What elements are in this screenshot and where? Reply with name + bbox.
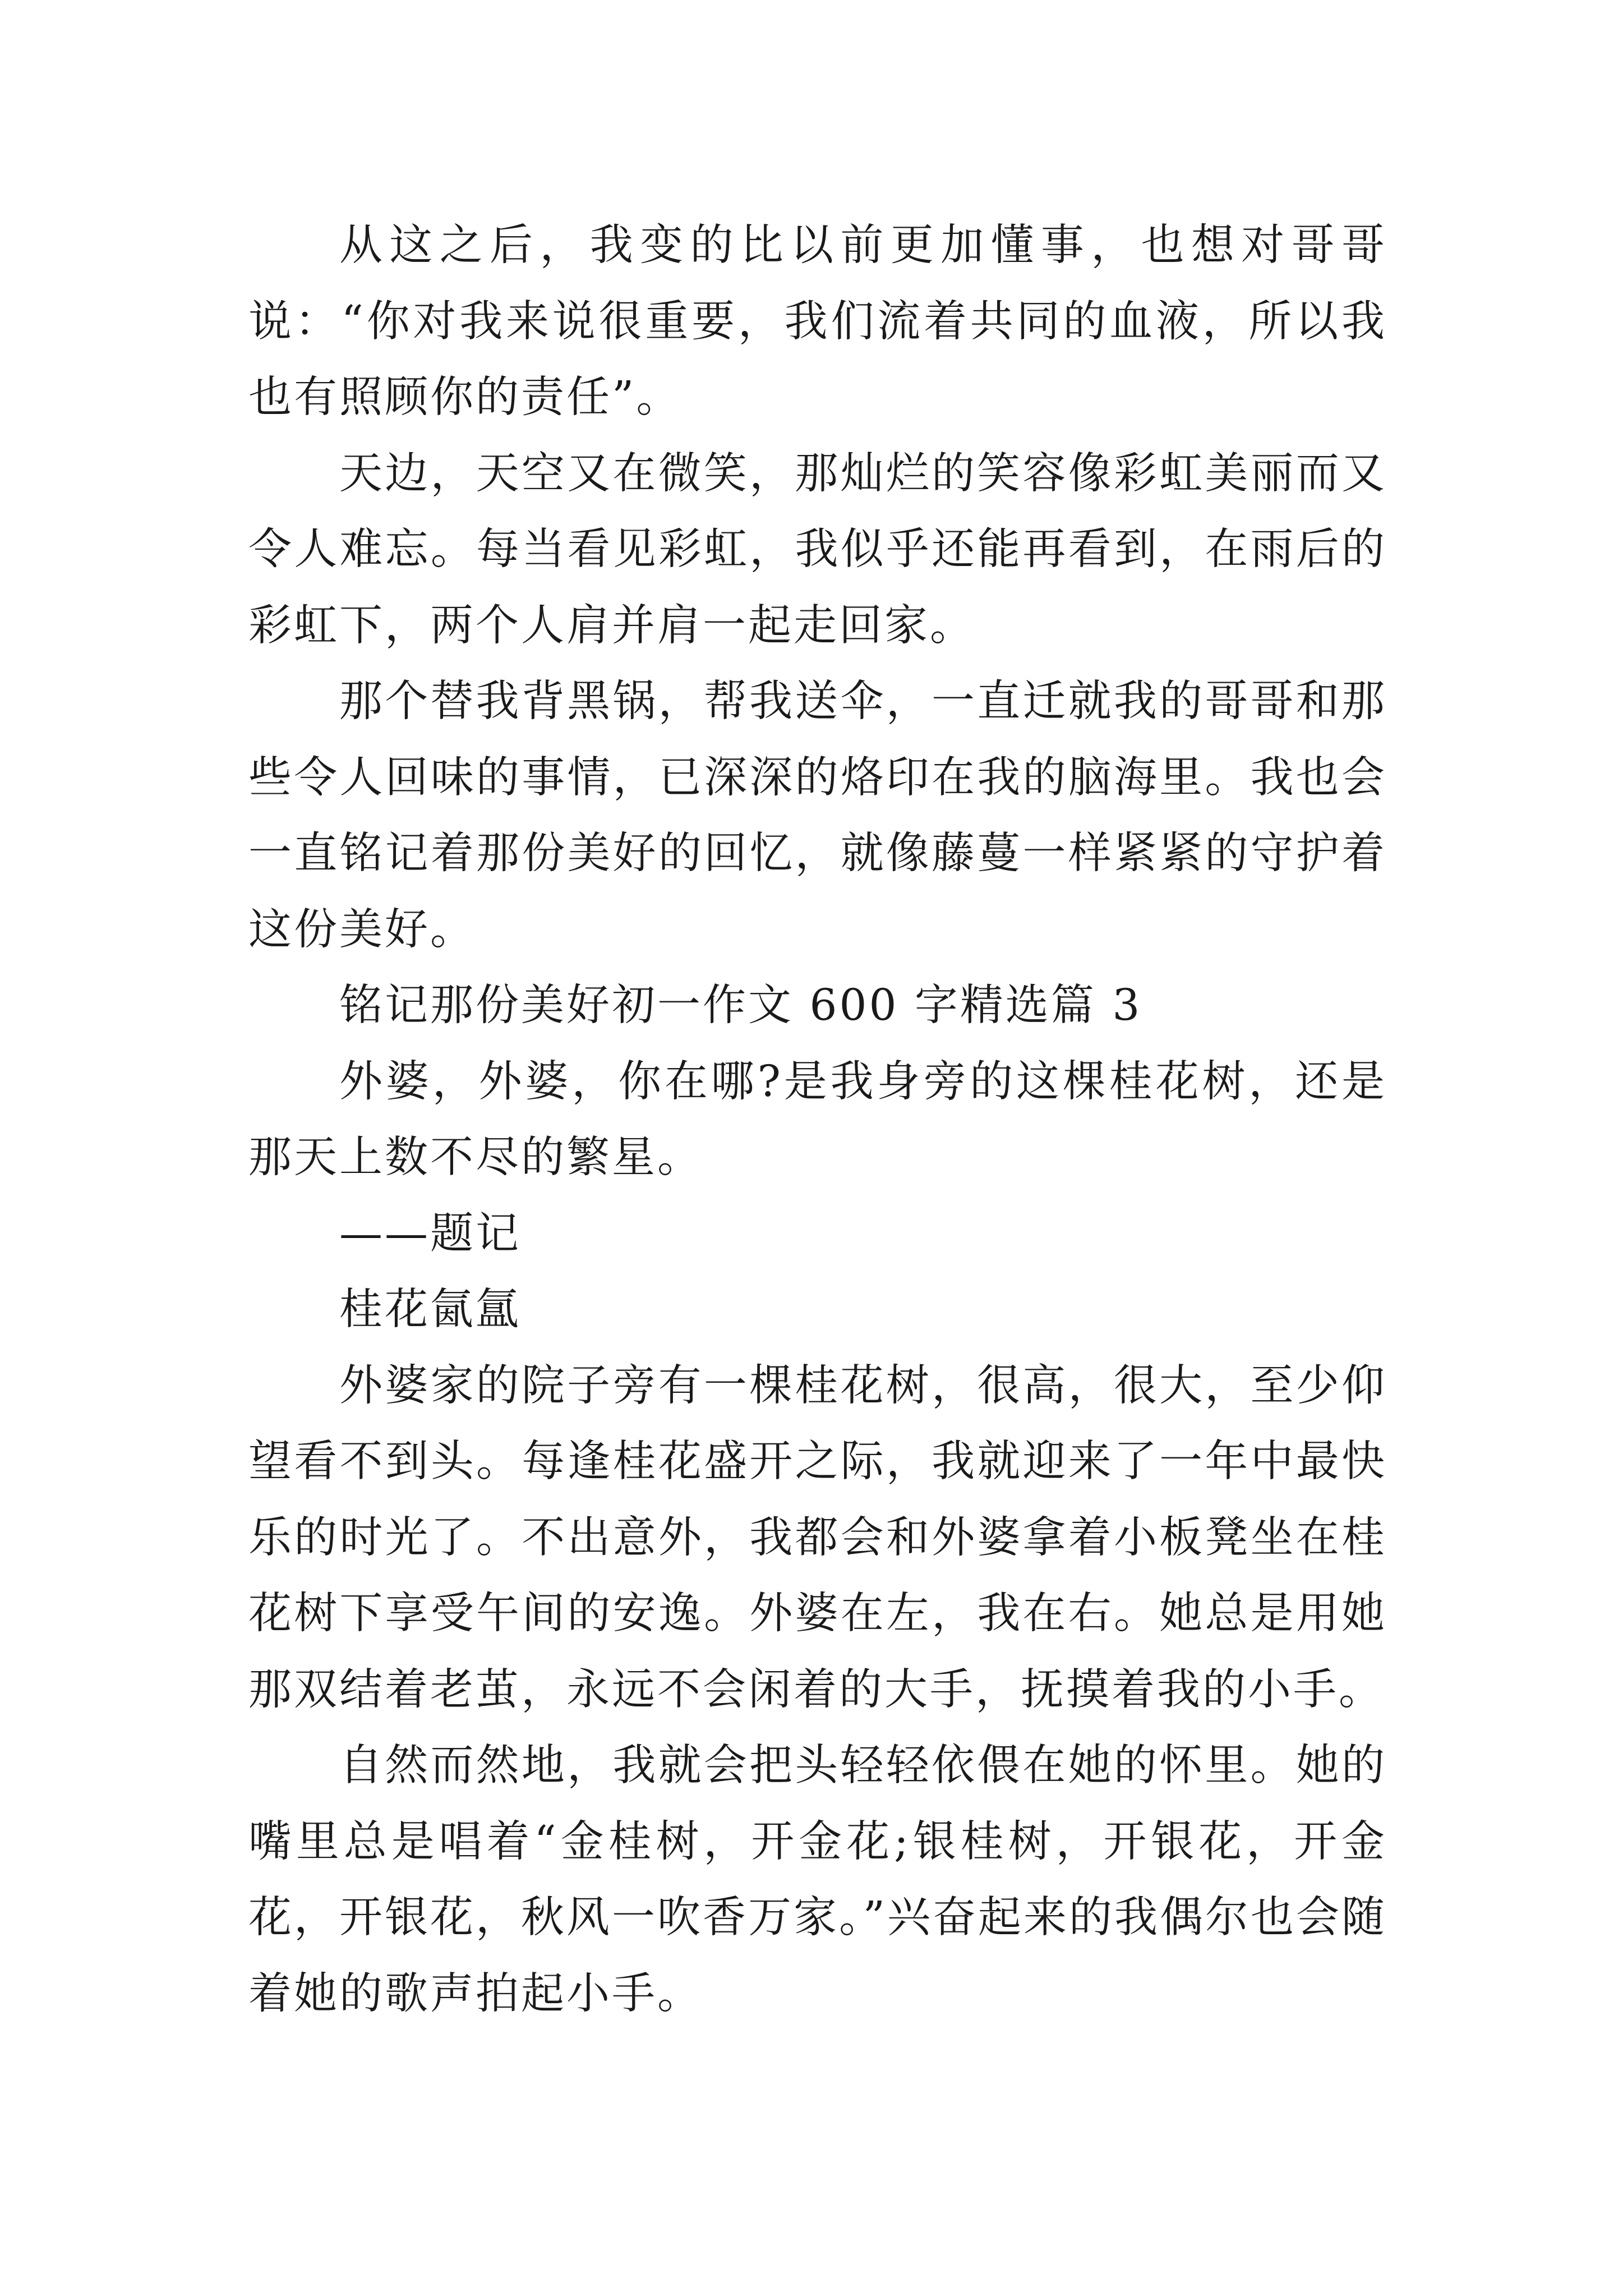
paragraph-epigraph: 外婆，外婆，你在哪?是我身旁的这棵桂花树，还是那天上数不尽的繁星。 <box>248 1056 1387 1182</box>
paragraph-5: 自然而然地，我就会把头轻轻依偎在她的怀里。她的嘴里总是唱着“金桂树，开金花;银桂树，开银花，开金花，开银花，秋风一吹香万家。”兴奋起来的我偶尔也会随着她的歌声拍起小手。 <box>248 1741 1387 2019</box>
section-heading: 铭记那份美好初一作文 600 字精选篇 3 <box>339 981 1142 1030</box>
paragraph-1: 从这之后，我变的比以前更加懂事，也想对哥哥说：“你对我来说很重要，我们流着共同的血液，所以我也有照顾你的责任”。 <box>248 220 1387 422</box>
document-body <box>248 208 1387 2032</box>
paragraph-3: 那个替我背黑锅，帮我送伞，一直迁就我的哥哥和那些令人回味的事情，已深深的烙印在我的脑海里。我也会一直铭记着那份美好的回忆，就像藤蔓一样紧紧的守护着这份美好。 <box>248 677 1387 955</box>
epigraph-attribution: ——题记 <box>339 1208 521 1259</box>
paragraph-4: 外婆家的院子旁有一棵桂花树，很高，很大，至少仰望看不到头。每逢桂花盛开之际，我就迎来了一年中最快乐的时光了。不出意外，我都会和外婆拿着小板凳坐在桂花树下享受午间的安逸。外婆在左，我在右。她总是用她那双结着老茧，永远不会闲着的大手，抚摸着我的小手。 <box>248 1360 1387 1715</box>
paragraph-2: 天边，天空又在微笑，那灿烂的笑容像彩虹美丽而又令人难忘。每当看见彩虹，我似乎还能再看到，在雨后的彩虹下，两个人肩并肩一起走回家。 <box>248 448 1387 651</box>
subheading: 桂花氤氲 <box>339 1285 521 1335</box>
